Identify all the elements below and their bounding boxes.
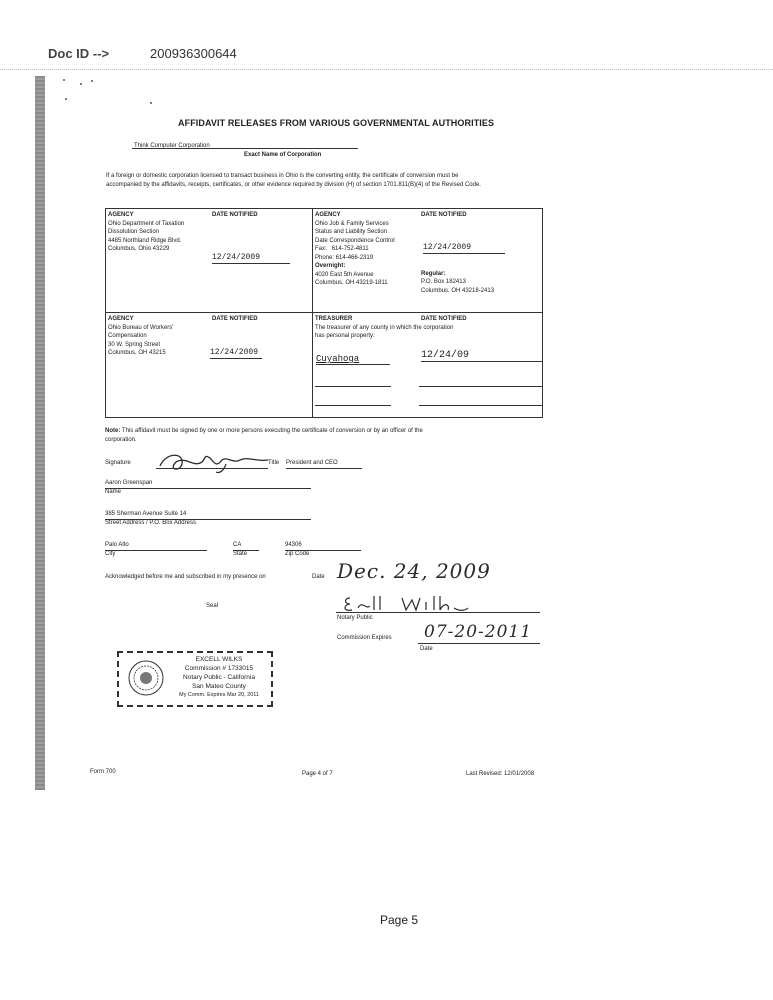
- scan-speck: [65, 98, 67, 100]
- agency-heading: AGENCY: [315, 212, 341, 218]
- commission-expires-value: 07-20-2011: [424, 622, 533, 642]
- signature-line: [156, 468, 268, 469]
- form-number: Form 700: [90, 769, 116, 775]
- overnight-label: Overnight:: [315, 263, 346, 269]
- date-notified-heading: DATE NOTIFIED: [212, 316, 258, 322]
- agency-heading: AGENCY: [108, 316, 134, 322]
- intro-paragraph: If a foreign or domestic corporation licensed to transact business in Ohio is the converting entity, the certificate of conversion must be accompanied by the affidavits, receipts, certificates, or other evidence required by division (H) of section 1701.811(B)(4) of the Revised Code.: [106, 173, 481, 188]
- state-value: CA: [233, 541, 259, 551]
- stamp-line: Notary Public - California: [183, 674, 255, 681]
- acknowledged-date-label: Date: [312, 574, 325, 580]
- title-value: President and CEO: [286, 459, 362, 469]
- street-label: Street Address / P.O. Box Address: [105, 520, 196, 526]
- agency-line: 4485 Northland Ridge Blvd.: [108, 237, 182, 244]
- state-label: State: [233, 551, 248, 557]
- stamp-text: [169, 655, 269, 700]
- page-label: Page 5: [380, 913, 419, 927]
- seal-label: Seal: [206, 603, 219, 609]
- notary-label: Notary Public: [337, 615, 373, 621]
- zip-value: 94306: [285, 541, 361, 551]
- agency-line: Columbus, Ohio 43229: [108, 246, 170, 252]
- commission-line: [418, 643, 540, 644]
- header-divider: [0, 69, 773, 70]
- note-text: This affidavit must be signed by one or more persons executing the certificate of conversion or by an officer of the corporation.: [105, 428, 423, 443]
- table-divider-horizontal: [106, 312, 542, 313]
- county-value: Cuyahoga: [316, 355, 390, 365]
- city-value: Palo Alto: [105, 541, 207, 551]
- stamp-line: Commission # 1733015: [184, 665, 254, 672]
- commission-expires-label: Commission Expires: [337, 635, 392, 641]
- regular-line: Columbus, OH 43218-2413: [421, 288, 495, 294]
- overnight-line: 4020 East 5th Avenue: [315, 271, 374, 278]
- scan-speck: [63, 79, 65, 81]
- stamp-line: San Mateo County: [192, 683, 246, 690]
- county-blank-line: [315, 405, 391, 406]
- city-label: City: [105, 551, 116, 557]
- regular-line: P.O. Box 182413: [421, 279, 466, 285]
- corporation-caption: Exact Name of Corporation: [244, 152, 322, 158]
- title-label: Title: [268, 460, 280, 466]
- scan-speck: [91, 80, 93, 82]
- doc-id-value: 200936300644: [150, 46, 237, 61]
- page-of: Page 4 of 7: [302, 771, 333, 777]
- phone-line: Phone: 614-466-2319: [315, 254, 374, 261]
- name-value: Aaron Greenspan: [105, 479, 311, 489]
- cell-taxation: [108, 211, 308, 262]
- last-revised: Last Revised: 12/01/2008: [466, 771, 535, 777]
- treasurer-line: The treasurer of any county in which the corporation: [315, 324, 454, 331]
- fax-value: 614-752-4811: [331, 246, 369, 252]
- date-notified-heading: DATE NOTIFIED: [421, 316, 467, 322]
- table-divider-vertical: [312, 209, 313, 417]
- date-notified-heading: DATE NOTIFIED: [421, 212, 467, 218]
- agency-line: 30 W. Spring Street: [108, 341, 161, 348]
- corporation-line: [132, 148, 358, 149]
- street-value: 385 Sherman Avenue Suite 14: [105, 510, 311, 520]
- agency-line: Columbus, OH 43215: [108, 350, 166, 356]
- date-correspondence-label: Date Correspondence Control: [315, 237, 395, 244]
- cell-treasurer: [315, 315, 539, 364]
- agency-line: Ohio Job & Family Services: [315, 220, 389, 227]
- stamp-line: EXCELL WILKS: [195, 656, 243, 663]
- cell-job-family-services: [315, 211, 539, 294]
- date-blank-line: [419, 405, 543, 406]
- agency-line: Ohio Department of Taxation: [108, 220, 185, 227]
- form-title: AFFIDAVIT RELEASES FROM VARIOUS GOVERNMENTAL AUTHORITIES: [178, 118, 495, 128]
- agency-table: [105, 208, 543, 418]
- acknowledged-date-value: Dec. 24, 2009: [337, 559, 491, 583]
- doc-id-label: Doc ID -->: [48, 46, 110, 61]
- treasurer-heading: TREASURER: [315, 316, 353, 322]
- stamp-line: My Comm. Expires Mar 20, 2011: [179, 692, 259, 698]
- agency-line: Ohio Bureau of Workers': [108, 324, 174, 331]
- date-blank-line: [419, 386, 543, 387]
- agency-heading: AGENCY: [108, 212, 134, 218]
- agency-line: Compensation: [108, 333, 147, 339]
- scan-speck: [80, 83, 82, 85]
- date-notified-value: 12/24/2009: [423, 244, 505, 254]
- treasurer-line: has personal property:: [315, 333, 375, 339]
- date-notified-value: 12/24/2009: [210, 349, 262, 359]
- signature-scribble: [156, 448, 286, 476]
- fax-label: Fax:: [315, 246, 327, 252]
- cell-workers-compensation: [108, 315, 308, 358]
- zip-label: Zip Code: [285, 551, 310, 557]
- treasurer-date-value: 12/24/09: [421, 352, 543, 362]
- name-label: Name: [105, 489, 122, 495]
- agency-line: Status and Liability Section: [315, 229, 388, 235]
- note-label: Note:: [105, 428, 121, 434]
- notary-line: [336, 612, 540, 613]
- agency-line: Dissolution Section: [108, 229, 160, 235]
- scan-speck: [150, 102, 152, 104]
- date-notified-heading: DATE NOTIFIED: [212, 212, 258, 218]
- regular-label: Regular:: [421, 271, 446, 277]
- corporation-name: Think Computer Corporation: [134, 143, 210, 149]
- date-notified-value: 12/24/2009: [212, 254, 290, 264]
- overnight-line: Columbus, OH 43219-1811: [315, 280, 388, 286]
- state-seal-icon: [127, 659, 165, 697]
- county-blank-line: [315, 386, 391, 387]
- scan-edge-bar: [35, 76, 45, 790]
- commission-date-label: Date: [420, 646, 433, 652]
- note: [105, 427, 445, 444]
- acknowledged-text: Acknowledged before me and subscribed in my presence on: [105, 574, 266, 580]
- notary-stamp: [117, 651, 273, 707]
- signature-label: Signature: [105, 460, 131, 466]
